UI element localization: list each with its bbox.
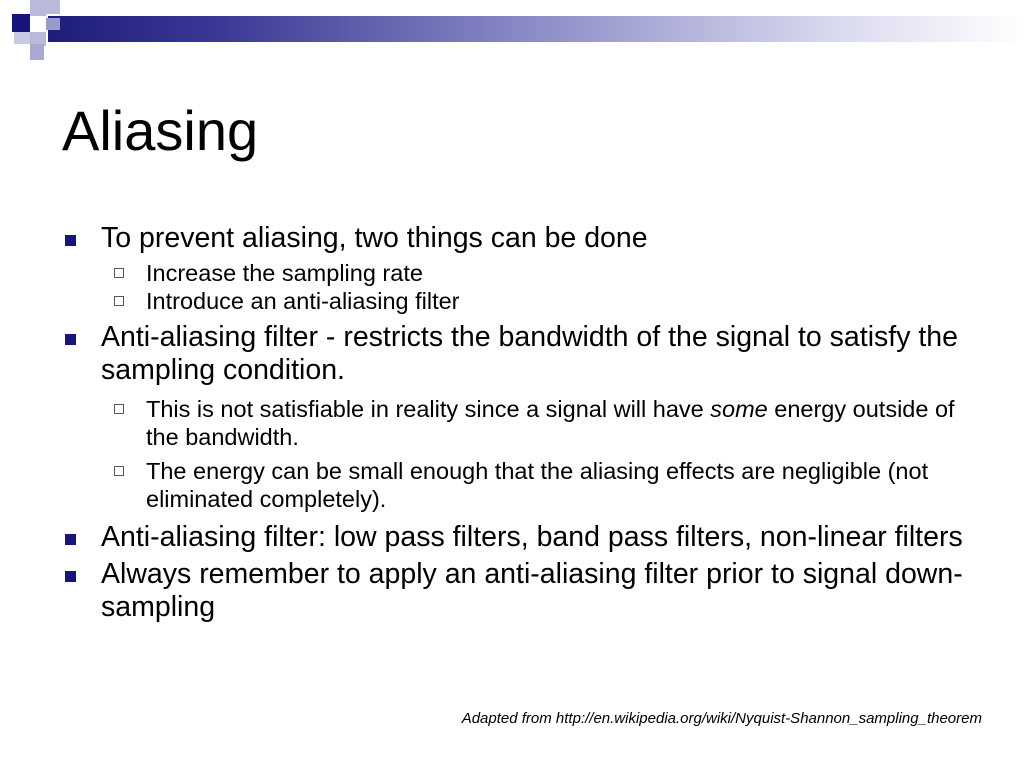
bullet-item [62,521,982,554]
square-bullet-icon [65,571,76,582]
gradient-bar [48,16,1024,42]
sub-bullet-item [62,259,982,287]
square-bullet-icon [65,235,76,246]
bullet-text: Anti-aliasing filter - restricts the bandwidth of the signal to satisfy the sampling condition. [101,321,958,386]
sub-bullet-text-post: energy outside of the bandwidth. [146,396,955,450]
decor-square [14,32,30,44]
sub-bullet-text-pre: This is not satisfiable in reality since a signal will have [146,396,711,422]
decor-square [30,16,46,32]
bullet-text: Always remember to apply an anti-aliasing filter prior to signal down-sampling [101,558,963,623]
hollow-square-bullet-icon [114,466,124,476]
sub-bullet-item [62,457,982,513]
square-bullet-icon [65,334,76,345]
hollow-square-bullet-icon [114,268,124,278]
bullet-text: To prevent aliasing, two things can be done [101,222,648,254]
sub-bullet-item [62,287,982,315]
source-credit: Adapted from http://en.wikipedia.org/wiki/Nyquist-Shannon_sampling_theorem [461,710,982,727]
sub-bullet-text: Introduce an anti-aliasing filter [146,288,460,314]
hollow-square-bullet-icon [114,296,124,306]
bullet-item [62,558,982,624]
decor-square [30,0,46,16]
slide-title: Aliasing [62,99,259,162]
square-bullet-icon [65,534,76,545]
decor-square [46,0,60,14]
decor-square [46,18,60,30]
emphasis-text: some [710,396,768,422]
bullet-text: Anti-aliasing filter: low pass filters, band pass filters, non-linear filters [101,521,963,553]
decor-square [12,14,30,32]
bullet-list [62,222,982,628]
bullet-item [62,321,982,387]
sub-bullet-text: Increase the sampling rate [146,260,423,286]
sub-bullet-text: The energy can be small enough that the aliasing effects are negligible (not eliminated completely). [146,458,929,512]
decor-square [30,44,44,60]
bullet-item [62,222,982,255]
sub-bullet-item [62,395,982,451]
hollow-square-bullet-icon [114,404,124,414]
